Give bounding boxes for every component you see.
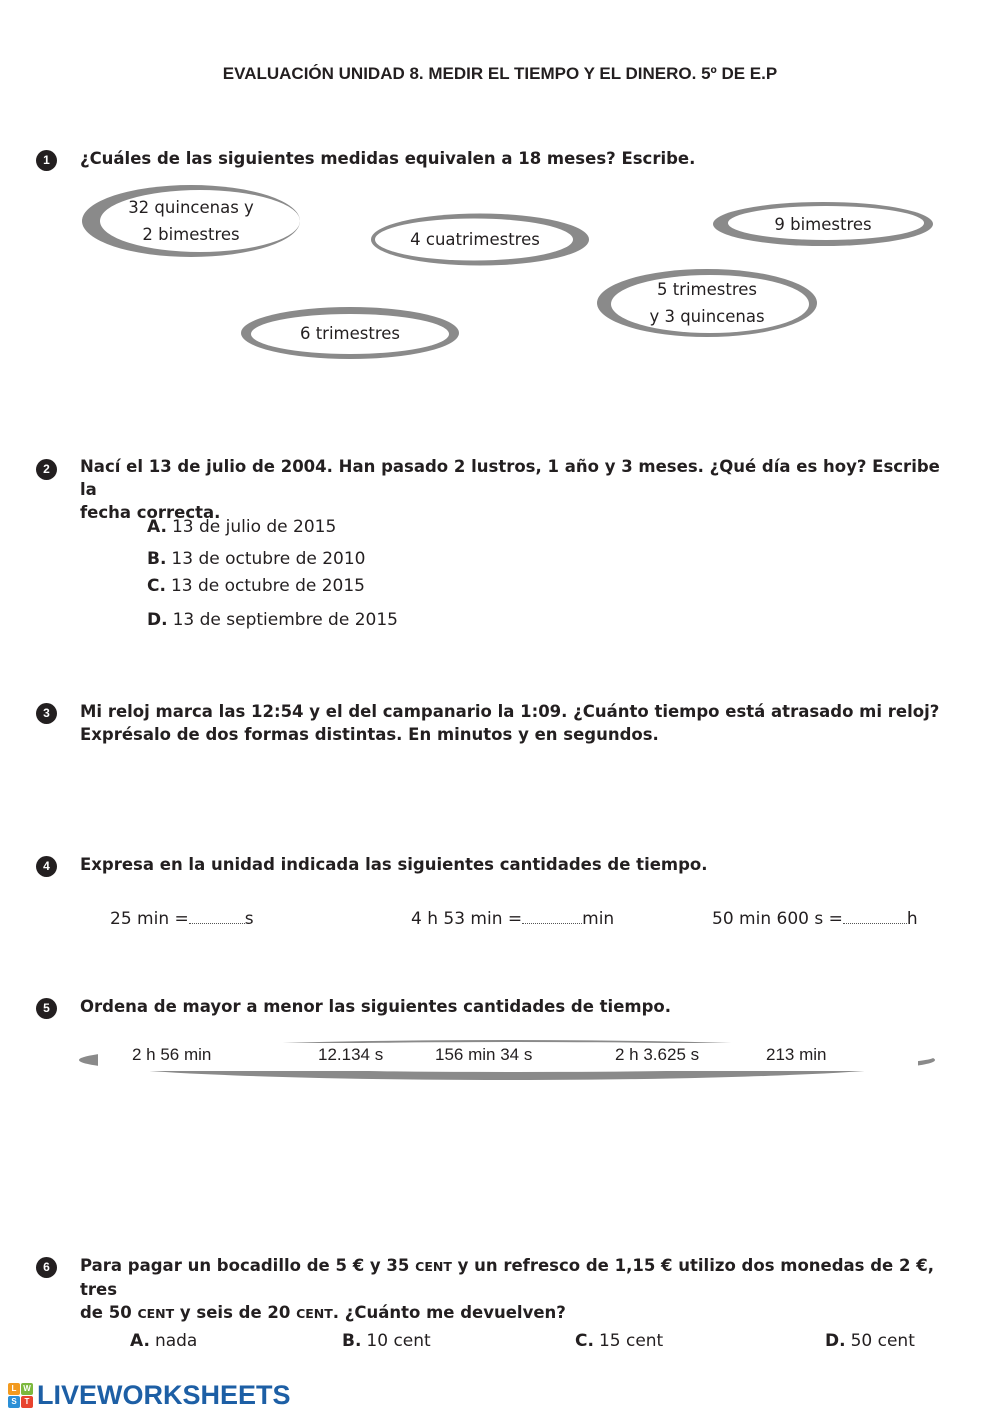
band-item-4[interactable]: 2 h 3.625 s xyxy=(615,1045,700,1064)
q6-option-c[interactable] xyxy=(575,1331,663,1351)
question-1-number: 1 xyxy=(36,150,57,171)
q4-item-1-label: 25 min = xyxy=(110,909,189,929)
question-2-line1: Nací el 13 de julio de 2004. Han pasado 2 lustros, 1 año y 3 meses. ¿Qué día es hoy? Escribe la xyxy=(80,457,940,499)
logo-mark-letter: L xyxy=(8,1383,20,1395)
q4-item-3-unit: h xyxy=(906,909,918,929)
oval-option-4-line1: 5 trimestres xyxy=(656,280,758,299)
q6-text-part: Para pagar un bocadillo de 5 € y 35 xyxy=(80,1256,416,1275)
oval-option-1[interactable] xyxy=(80,183,302,259)
band-item-3[interactable]: 156 min 34 s xyxy=(435,1045,533,1064)
q6-option-b-text: 10 cent xyxy=(366,1331,431,1351)
question-4-number: 4 xyxy=(36,856,57,877)
question-1-text: ¿Cuáles de las siguientes medidas equivalen a 18 meses? Escribe. xyxy=(80,149,696,168)
q6-option-a-text: nada xyxy=(154,1331,198,1351)
oval-option-4[interactable] xyxy=(596,268,818,338)
q6-option-a-letter: A. xyxy=(130,1331,150,1351)
logo-text: LIVEWORKSHEETS xyxy=(37,1380,291,1410)
q6-option-d-text: 50 cent xyxy=(850,1331,915,1351)
oval-option-2[interactable] xyxy=(370,212,590,267)
answer-blank[interactable] xyxy=(189,909,245,924)
q6-cent-label: CENT xyxy=(137,1306,175,1321)
q4-item-2 xyxy=(411,909,614,929)
question-2-text xyxy=(80,455,960,524)
q2-option-b-letter: B. xyxy=(147,549,167,569)
question-4-text: Expresa en la unidad indicada las siguientes cantidades de tiempo. xyxy=(80,855,708,874)
logo-mark-icon xyxy=(8,1383,33,1408)
question-5-number: 5 xyxy=(36,998,57,1019)
question-3-line2: Exprésalo de dos formas distintas. En minutos y en segundos. xyxy=(80,725,659,744)
q4-item-2-unit: min xyxy=(582,909,615,929)
q6-text-part: y un refresco de 1,15 € utilizo dos monedas de 2 €, tres xyxy=(80,1256,934,1299)
q2-option-c-text: 13 de octubre de 2015 xyxy=(170,576,366,596)
q6-text-part: y seis de 20 xyxy=(174,1303,297,1322)
q2-option-c-letter: C. xyxy=(147,576,166,596)
q6-option-b[interactable] xyxy=(342,1331,431,1351)
q2-option-d-text: 13 de septiembre de 2015 xyxy=(172,610,398,630)
q4-item-2-label: 4 h 53 min = xyxy=(411,909,523,929)
question-5-text: Ordena de mayor a menor las siguientes cantidades de tiempo. xyxy=(80,997,671,1016)
question-3-text xyxy=(80,700,960,746)
q6-option-b-letter: B. xyxy=(342,1331,362,1351)
q6-text-part: de 50 xyxy=(80,1303,138,1322)
question-6-number: 6 xyxy=(36,1257,57,1278)
q6-option-a[interactable] xyxy=(130,1331,197,1351)
oval-option-1-line2: 2 bimestres xyxy=(142,225,240,244)
q2-option-a[interactable] xyxy=(147,517,336,537)
page-title: EVALUACIÓN UNIDAD 8. MEDIR EL TIEMPO Y EL DINERO. 5º DE E.P xyxy=(222,64,778,83)
oval-option-5-line1: 6 trimestres xyxy=(299,323,401,343)
question-6-text xyxy=(80,1254,960,1325)
q6-cent-label: CENT xyxy=(415,1259,452,1274)
oval-option-3-line1: 9 bimestres xyxy=(774,214,872,234)
q4-item-1 xyxy=(110,909,254,929)
q6-option-c-text: 15 cent xyxy=(598,1331,664,1351)
q2-option-a-letter: A. xyxy=(147,517,167,537)
question-3-line1: Mi reloj marca las 12:54 y el del campanario la 1:09. ¿Cuánto tiempo está atrasado mi reloj? xyxy=(80,702,940,721)
q4-item-3 xyxy=(712,909,918,929)
q2-option-c[interactable] xyxy=(147,576,365,596)
oval-option-5[interactable] xyxy=(240,306,460,360)
q2-option-d-letter: D. xyxy=(147,610,168,630)
q2-option-d[interactable] xyxy=(147,610,398,630)
oval-option-3[interactable] xyxy=(712,201,934,247)
q6-option-c-letter: C. xyxy=(575,1331,594,1351)
q6-option-d[interactable] xyxy=(825,1331,915,1351)
band-item-2[interactable]: 12.134 s xyxy=(318,1045,384,1064)
answer-blank[interactable] xyxy=(843,909,907,924)
oval-option-1-line1: 32 quincenas y xyxy=(128,198,254,217)
q2-option-b[interactable] xyxy=(147,549,366,569)
q2-option-a-text: 13 de julio de 2015 xyxy=(171,517,337,537)
q2-option-b-text: 13 de octubre de 2010 xyxy=(171,549,366,569)
q4-item-1-unit: s xyxy=(244,909,254,929)
answer-blank[interactable] xyxy=(522,909,582,924)
logo-mark-letter: W xyxy=(21,1383,33,1395)
q6-option-d-letter: D. xyxy=(825,1331,846,1351)
oval-option-2-line1: 4 cuatrimestres xyxy=(410,230,540,249)
liveworksheets-logo[interactable] xyxy=(8,1380,291,1411)
oval-option-4-line2: y 3 quincenas xyxy=(649,307,765,326)
band-item-1[interactable]: 2 h 56 min xyxy=(132,1045,212,1064)
q4-item-3-label: 50 min 600 s = xyxy=(712,909,843,929)
band-item-5[interactable]: 213 min xyxy=(766,1045,827,1064)
q6-cent-label: CENT xyxy=(296,1306,333,1321)
time-quantities-band xyxy=(78,1039,936,1081)
question-2-number: 2 xyxy=(36,459,57,480)
question-3-number: 3 xyxy=(36,703,57,724)
logo-mark-letter: S xyxy=(8,1396,20,1408)
q6-text-part: . ¿Cuánto me devuelven? xyxy=(332,1303,566,1322)
logo-mark-letter: T xyxy=(21,1396,33,1408)
question-2-line2: fecha correcta. xyxy=(80,503,221,522)
